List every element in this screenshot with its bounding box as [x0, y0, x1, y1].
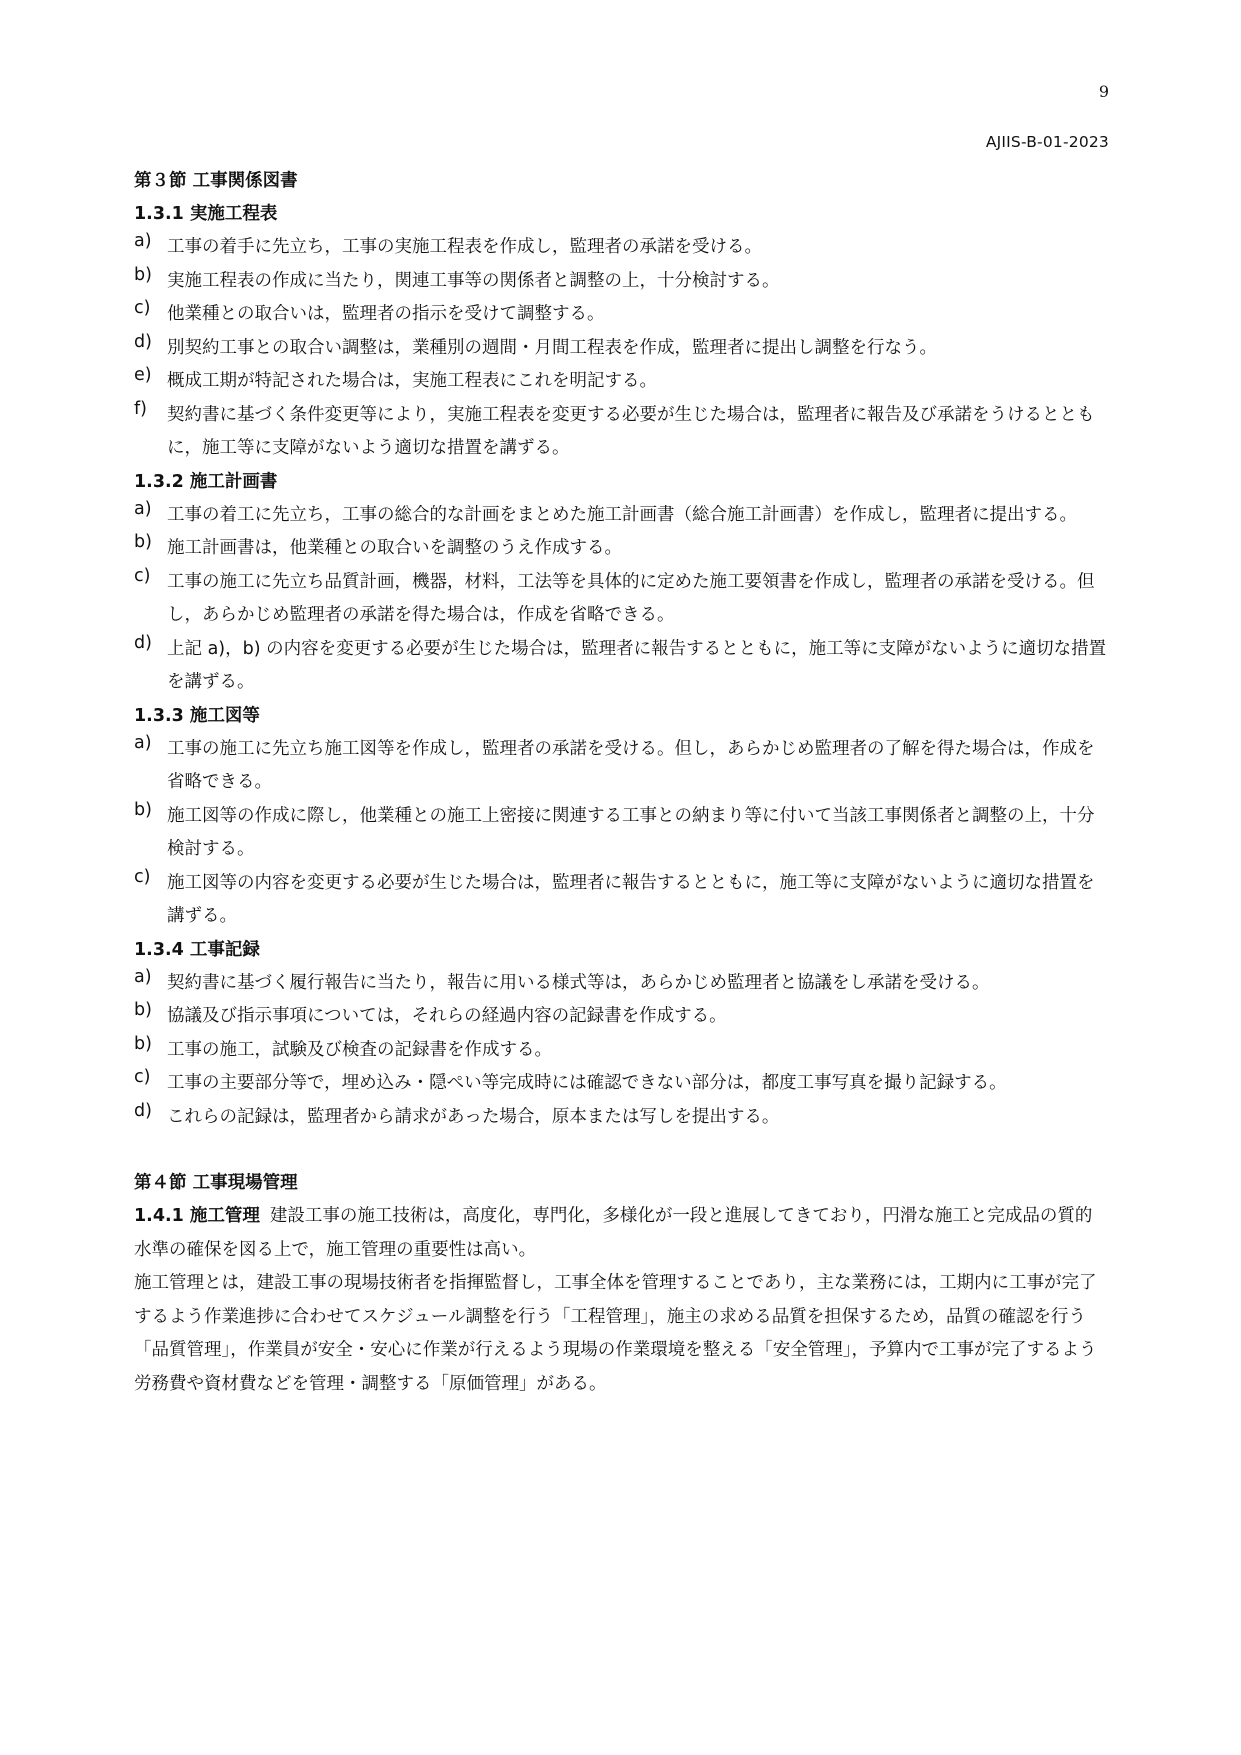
- item-text: 他業種との取合いは，監理者の指示を受けて調整する。: [167, 304, 605, 324]
- list-item: [134, 633, 1107, 700]
- item-label: a): [134, 732, 152, 753]
- page-number: 9: [1098, 82, 1109, 101]
- item-text: 実施工程表の作成に当たり，関連工事等の関係者と調整の上，十分検討する。: [167, 270, 780, 291]
- list-item: [134, 1034, 1107, 1068]
- item-label: b): [134, 264, 152, 285]
- item-label: a): [134, 231, 152, 251]
- item-text: 別契約工事との取合い調整は，業種別の週間・月間工程表を作成，監理者に提出し調整を行なう。: [167, 337, 937, 358]
- list-item: [134, 332, 1107, 366]
- list-item: [134, 265, 1107, 299]
- subsection-1-3-2-title: 1.3.2 施工計画書: [134, 471, 278, 492]
- item-text: 工事の施工に先立ち品質計画，機器，材料，工法等を具体的に定めた施工要領書を作成し，監理者の承諾を受ける。但し，あらかじめ監理者の承諾を得た場合は，作成を省略できる。: [167, 571, 1095, 625]
- item-text: 契約書に基づく履行報告に当たり，報告に用いる様式等は，あらかじめ監理者と協議をし承諾を受ける。: [167, 972, 990, 993]
- subsection-1-4-1-body: 施工管理とは，建設工事の現場技術者を指揮監督し，工事全体を管理することであり，主な業務には，工期内に工事が完了するよう作業進捗に合わせてスケジュール調整を行う「工程管理」，施主の求める品質を担保するため，品質の確認を行う「品質管理」，作業員が安全・安心に作業が行えるよう現場の作業環境を整える「安全管理」，予算内で工事が完了するよう労務費や資材費などを管理・調整する「原価管理」がある。: [134, 1273, 1097, 1394]
- list-item: [134, 298, 1107, 332]
- item-label: d): [134, 331, 152, 352]
- item-text: 工事の施工，試験及び検査の記録書を作成する。: [167, 1039, 552, 1060]
- item-label: c): [134, 565, 151, 586]
- list-item: [134, 1101, 1107, 1135]
- item-text: 工事の着工に先立ち，工事の総合的な計画をまとめた施工計画書（総合施工計画書）を作成し，監理者に提出する。: [167, 504, 1077, 525]
- list-item: [134, 800, 1107, 867]
- list-item: [134, 967, 1107, 1001]
- item-text: 協議及び指示事項については，それらの経過内容の記録書を作成する。: [167, 1006, 727, 1026]
- subsection-1-3-3-title: 1.3.3 施工図等: [134, 705, 260, 726]
- item-label: b): [134, 1033, 152, 1054]
- subsection-1-3-4-list: [134, 967, 1107, 1135]
- item-text: 工事の施工に先立ち施工図等を作成し，監理者の承諾を受ける。但し，あらかじめ監理者の了解を得た場合は，作成を省略できる。: [167, 738, 1095, 792]
- item-text: 施工計画書は，他業種との取合いを調整のうえ作成する。: [167, 538, 622, 558]
- list-item: [134, 365, 1107, 399]
- list-item: [134, 399, 1107, 466]
- list-item: [134, 1000, 1107, 1034]
- item-text: 概成工期が特記された場合は，実施工程表にこれを明記する。: [167, 371, 657, 391]
- section-3-title: 第３節 工事関係図書: [134, 171, 298, 191]
- item-text: 契約書に基づく条件変更等により，実施工程表を変更する必要が生じた場合は，監理者に報告及び承諾をうけるとともに，施工等に支障がないよう適切な措置を講ずる。: [167, 404, 1095, 458]
- document-body: [134, 165, 1107, 1401]
- subsection-1-3-1-title: 1.3.1 実施工程表: [134, 204, 278, 224]
- list-item: [134, 499, 1107, 533]
- item-label: b): [134, 1000, 152, 1020]
- item-text: 施工図等の作成に際し，他業種との施工上密接に関連する工事との納まり等に付いて当該工事関係者と調整の上，十分検討する。: [167, 805, 1095, 859]
- subsection-1-3-4-title: 1.3.4 工事記録: [134, 939, 260, 960]
- item-label: c): [134, 298, 151, 318]
- subsection-1-4-1-lead: [134, 1200, 1107, 1267]
- list-item: [134, 532, 1107, 566]
- list-item: [134, 566, 1107, 633]
- item-label: c): [134, 1067, 151, 1087]
- item-label: d): [134, 632, 152, 653]
- list-item: [134, 733, 1107, 800]
- subsection-1-4-1-title: 1.4.1 施工管理: [134, 1206, 260, 1226]
- item-label: b): [134, 532, 152, 552]
- item-text: 工事の着手に先立ち，工事の実施工程表を作成し，監理者の承諾を受ける。: [167, 237, 762, 257]
- subsection-1-4-1-lead-text: 建設工事の施工技術は，高度化，専門化，多様化が一段と進展してきており，円滑な施工と完成品の質的水準の確保を図る上で，施工管理の重要性は高い。: [134, 1206, 1093, 1260]
- item-text: 上記 a)，b) の内容を変更する必要が生じた場合は，監理者に報告するとともに，施工等に支障がないように適切な措置を講ずる。: [167, 638, 1107, 692]
- subsection-1-3-2-list: [134, 499, 1107, 700]
- item-label: a): [134, 498, 152, 519]
- list-item: [134, 867, 1107, 934]
- item-label: a): [134, 966, 152, 987]
- subsection-1-3-1-list: [134, 231, 1107, 466]
- list-item: [134, 231, 1107, 265]
- document-code: AJIIS-B-01-2023: [985, 133, 1109, 151]
- section-4-title: 第４節 工事現場管理: [134, 1173, 298, 1193]
- list-item: [134, 1067, 1107, 1101]
- item-label: f): [134, 398, 147, 419]
- section-spacer: [134, 1134, 1107, 1167]
- item-label: c): [134, 866, 151, 887]
- item-text: 施工図等の内容を変更する必要が生じた場合は，監理者に報告するとともに，施工等に支障がないように適切な措置を講ずる。: [167, 872, 1095, 926]
- subsection-1-3-3-list: [134, 733, 1107, 934]
- item-label: b): [134, 799, 152, 820]
- item-text: 工事の主要部分等で，埋め込み・隠ぺい等完成時には確認できない部分は，都度工事写真を撮り記録する。: [167, 1073, 1007, 1093]
- item-label: d): [134, 1100, 152, 1121]
- item-text: これらの記録は，監理者から請求があった場合，原本または写しを提出する。: [167, 1106, 780, 1127]
- item-label: e): [134, 365, 152, 385]
